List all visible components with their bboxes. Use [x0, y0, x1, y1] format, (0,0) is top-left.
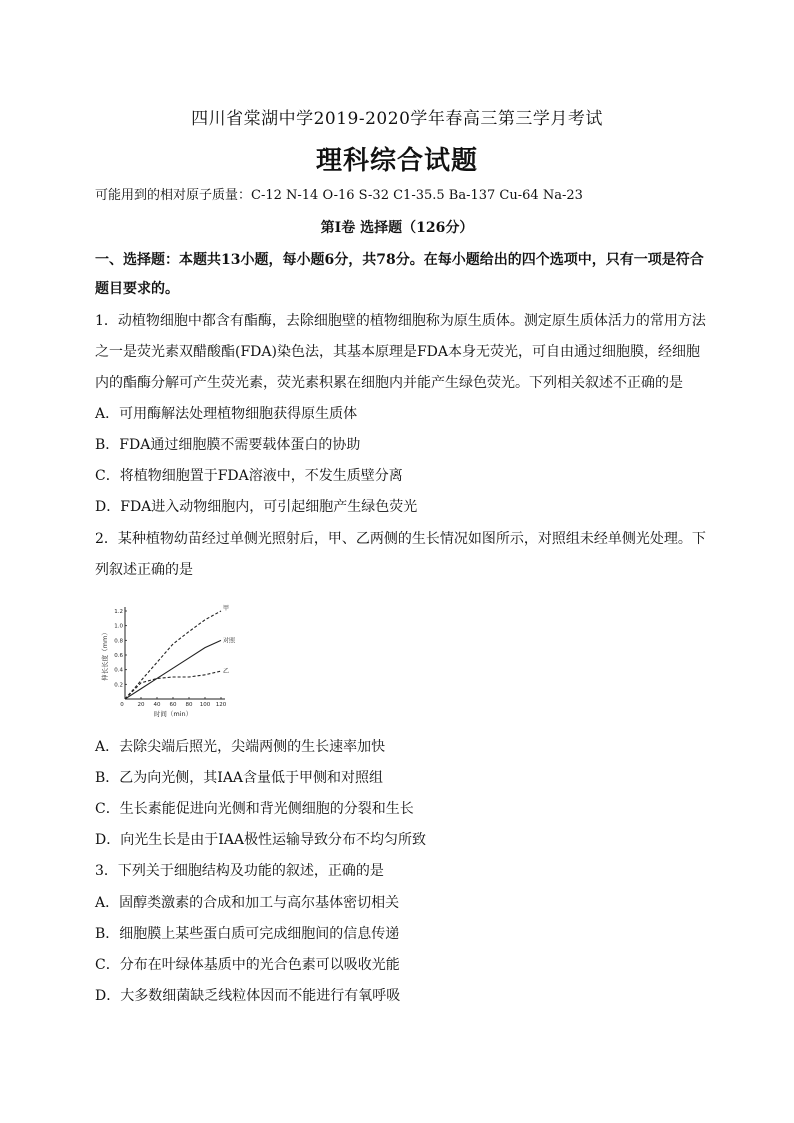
- x-tick-label: 60: [169, 702, 177, 708]
- q2-option-b: B．乙为向光侧，其IAA含量低于甲侧和对照组: [95, 770, 384, 786]
- y-axis-label: 伸长长度（mm）: [101, 629, 109, 681]
- q1-option-c: C．将植物细胞置于FDA溶液中，不发生质壁分离: [95, 468, 403, 484]
- series-label-1: 甲: [223, 605, 230, 612]
- y-tick-label: 0.6: [114, 653, 123, 659]
- y-tick-label: 0.8: [114, 638, 123, 645]
- q2-option-d: D．向光生长是由于IAA极性运输导致分布不均匀所致: [95, 832, 426, 848]
- q1-option-b: B．FDA通过细胞膜不需要载体蛋白的协助: [95, 437, 361, 453]
- series-line-2: [125, 640, 221, 699]
- part-title: 第Ⅰ卷 选择题（126分）: [320, 220, 474, 236]
- origin-label: 0: [120, 702, 124, 708]
- atomic-masses: 可能用到的相对原子质量：C-12 N-14 O-16 S-32 C1-35.5 Ba-137 Cu-64 Na-23: [95, 188, 583, 203]
- y-tick-label: 1.2: [114, 609, 123, 615]
- q2-option-c: C．生长素能促进向光侧和背光侧细胞的分裂和生长: [95, 801, 414, 817]
- growth-chart: [95, 603, 245, 720]
- series-label-3: 乙: [223, 668, 230, 676]
- series-line-3: [125, 671, 221, 699]
- x-axis-label: 时间（min）: [153, 710, 193, 718]
- q1-stem-line-3: 内的酯酶分解可产生荧光素，荧光素积累在细胞内并能产生绿色荧光。下列相关叙述不正确的是: [95, 375, 683, 391]
- q2-stem-line-2: 列叙述正确的是: [95, 562, 193, 578]
- y-tick-label: 1.0: [114, 623, 123, 630]
- y-tick-label: 0.2: [114, 682, 123, 689]
- x-tick-label: 80: [185, 702, 193, 708]
- q3-option-d: D．大多数细菌缺乏线粒体因而不能进行有氧呼吸: [95, 988, 401, 1004]
- q3-stem: 3．下列关于细胞结构及功能的叙述，正确的是: [95, 863, 384, 879]
- x-tick-label: 20: [137, 702, 145, 708]
- q3-option-c: C．分布在叶绿体基质中的光合色素可以吸收光能: [95, 957, 400, 973]
- q2-option-a: A．去除尖端后照光，尖端两侧的生长速率加快: [95, 739, 386, 755]
- series-label-2: 对照: [223, 637, 236, 645]
- q1-stem-line-2: 之一是荧光素双醋酸酯(FDA)染色法，其基本原理是FDA本身无荧光，可自由通过细胞膜，经细胞: [95, 344, 701, 360]
- series-line-1: [125, 611, 221, 699]
- school-line: 四川省棠湖中学2019-2020学年春高三第三学月考试: [191, 109, 603, 129]
- section-instructions: 一、选择题：本题共13小题，每小题6分，共78分。在每小题给出的四个选项中，只有一项是符合题目要求的。: [95, 252, 704, 297]
- q3-option-b: B．细胞膜上某些蛋白质可完成细胞间的信息传递: [95, 926, 400, 942]
- x-tick-label: 40: [153, 702, 161, 708]
- exam-title: 理科综合试题: [315, 146, 478, 176]
- y-tick-label: 0.4: [114, 667, 123, 674]
- x-tick-label: 120: [215, 702, 227, 708]
- q1-option-a: A．可用酶解法处理植物细胞获得原生质体: [95, 406, 358, 422]
- q1-option-d: D．FDA进入动物细胞内，可引起细胞产生绿色荧光: [95, 499, 418, 515]
- x-tick-label: 100: [199, 702, 211, 708]
- q2-stem-line-1: 2．某种植物幼苗经过单侧光照射后，甲、乙两侧的生长情况如图所示，对照组未经单侧光处理。下: [95, 531, 706, 547]
- q3-option-a: A．固醇类激素的合成和加工与高尔基体密切相关: [95, 895, 400, 911]
- q1-stem-line-1: 1．动植物细胞中都含有酯酶，去除细胞壁的植物细胞称为原生质体。测定原生质体活力的常用方法: [95, 313, 706, 329]
